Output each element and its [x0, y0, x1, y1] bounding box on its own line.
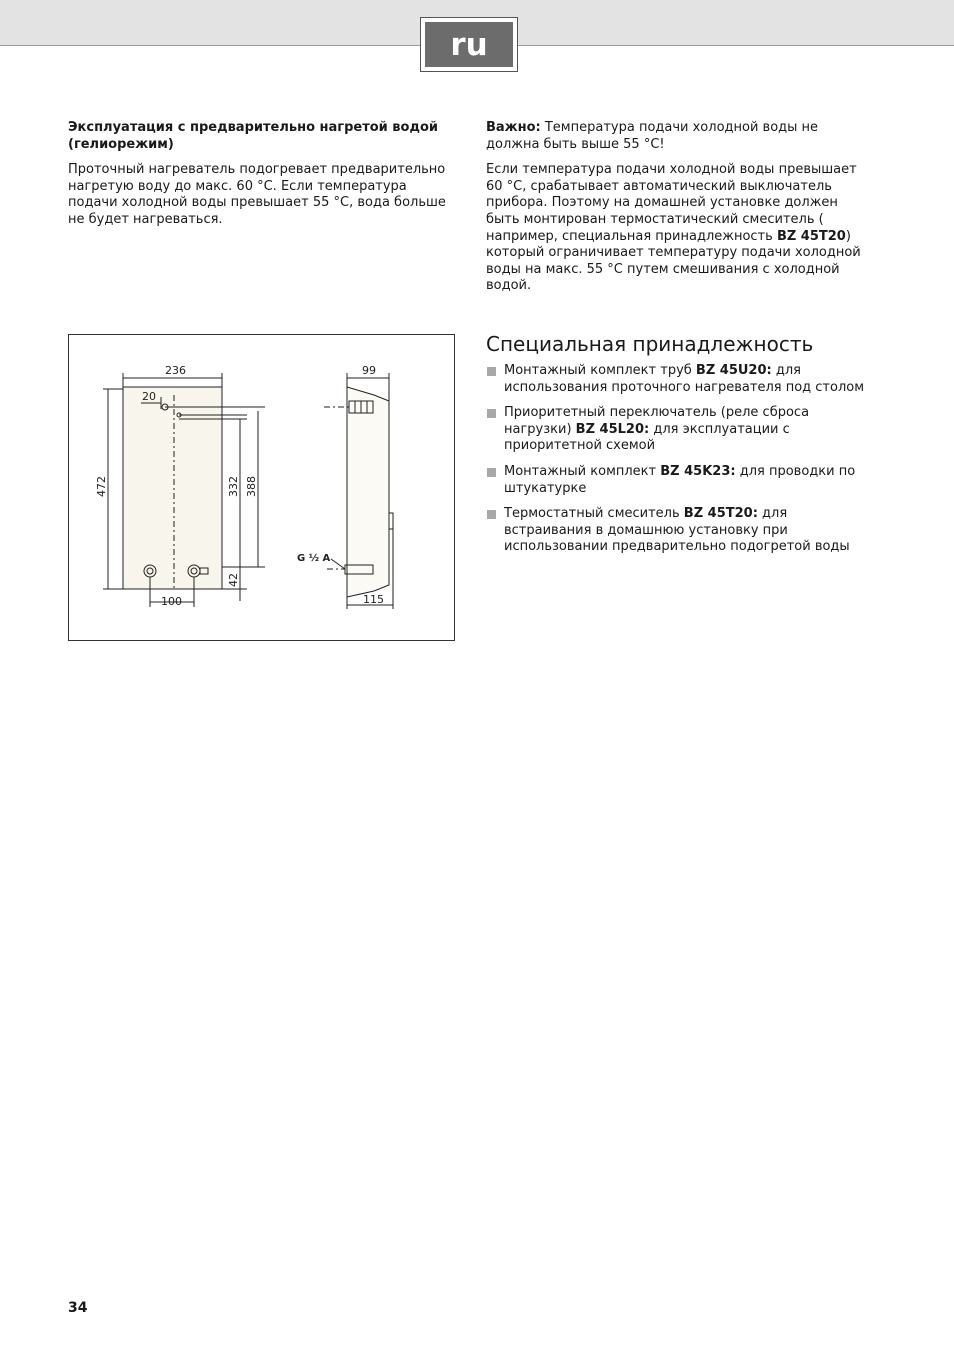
left-column	[68, 120, 456, 238]
important-label: Важно:	[486, 120, 541, 135]
list-item	[486, 363, 876, 396]
item-code: BZ 45U20:	[695, 363, 772, 378]
dim-388: 388	[245, 476, 258, 497]
language-tab	[420, 17, 518, 72]
important-note	[486, 120, 871, 153]
dim-depth-bottom: 115	[363, 593, 384, 606]
dim-thread: G ½ A	[297, 553, 331, 564]
item-code: BZ 45K23:	[660, 463, 736, 479]
square-bullet-icon	[487, 510, 496, 519]
item-text: Монтажный комплект	[504, 463, 661, 479]
accessories-title: Специальная принадлежность	[486, 332, 814, 356]
mixer-code: BZ 45T20	[776, 228, 846, 244]
dim-offset: 20	[142, 390, 156, 403]
right-paragraph	[486, 162, 871, 295]
item-text: Приоритетный переключатель (реле сброса нагрузки)	[504, 405, 810, 437]
item-text: для использования проточного нагревателя под столом	[504, 363, 865, 395]
square-bullet-icon	[487, 367, 496, 376]
dim-332: 332	[227, 476, 240, 497]
dim-height: 472	[95, 476, 108, 497]
item-code: BZ 45L20:	[575, 421, 650, 437]
section-subheading: Эксплуатация с предварительно нагретой водой (гелиорежим)	[68, 120, 438, 152]
item-code: BZ 45T20:	[683, 506, 758, 522]
important-text: Температура подачи холодной воды не должна быть выше 55 °C!	[486, 120, 819, 152]
dimension-drawing-svg	[69, 335, 456, 642]
language-label: ru	[425, 22, 513, 67]
dim-42: 42	[227, 573, 240, 587]
page-number: 34	[68, 1300, 88, 1316]
dim-depth-top: 99	[362, 364, 376, 377]
dim-100: 100	[161, 595, 182, 608]
item-text: для встраивания в домашнюю установку при использовании предварительно подогретой воды	[504, 506, 850, 555]
right-paragraph-text-2: ) который ограничивает температуру подачи холодной воды на макс. 55 °C путем смешивания с холодной водой.	[486, 228, 861, 294]
right-column	[486, 120, 871, 304]
left-paragraph: Проточный нагреватель подогревает предварительно нагретую воду до макс. 60 °C. Если температура подачи холодной воды превышает 55 °C, вода больше не будет нагреваться.	[68, 162, 446, 227]
dim-width: 236	[165, 364, 186, 377]
item-text: для проводки по штукатурке	[504, 463, 856, 496]
list-item	[486, 464, 876, 497]
accessories-list	[486, 363, 876, 565]
right-paragraph-text-1: Если температура подачи холодной воды превышает 60 °C, срабатывает автоматический выключатель прибора. Поэтому на домашней установке должен быть монтирован термостатический смеситель ( например, специальная принадлежность	[486, 162, 857, 244]
front-view-body	[123, 387, 222, 589]
square-bullet-icon	[487, 409, 496, 418]
item-text: для эксплуатации с приоритетной схемой	[504, 421, 790, 454]
square-bullet-icon	[487, 468, 496, 477]
list-item	[486, 506, 876, 556]
item-text: Термостатный смеситель	[504, 506, 684, 522]
item-text: Монтажный комплект труб	[504, 363, 696, 378]
dimension-drawing	[68, 334, 455, 641]
list-item	[486, 405, 876, 455]
